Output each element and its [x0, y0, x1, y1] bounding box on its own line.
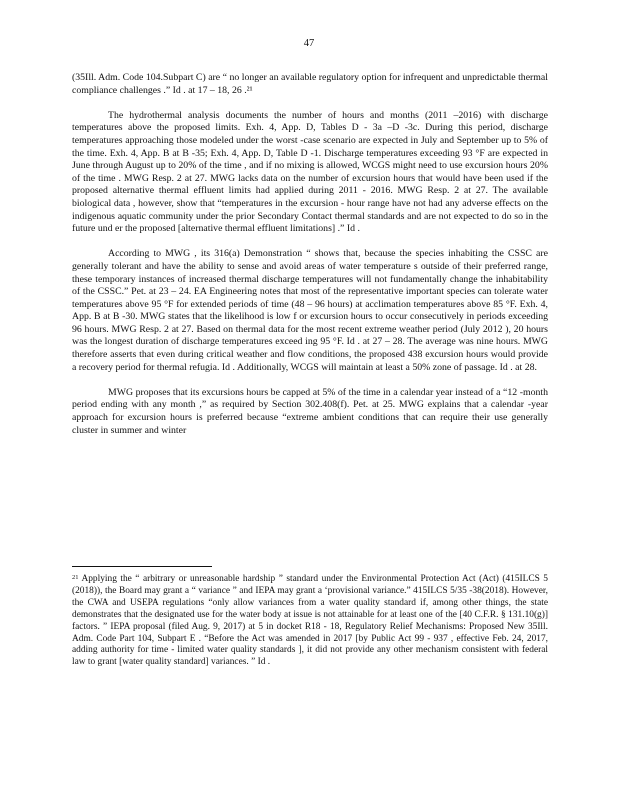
footnote-marker: 21 — [72, 574, 79, 581]
body-text — [72, 72, 548, 450]
paragraph-hydrothermal-analysis: The hydrothermal analysis documents the number of hours and months (2011 –2016) with discharge temperatures above the proposed limits. Exh. 4, App. D, Tables D - 3a –D -3c. During this period, discharge temperatures approaching those modeled under the worst -case scenario are expected in July and September up to 5% of the time. Exh. 4, App. B at B -35; Exh. 4, App. D, Table D -1. Discharge temperatures exceeding 93 °F are expected in June through August up to 20% of the time , and if no mixing is allowed, WCGS might need to use excursion hours 20% of the time . MWG Resp. 2 at 27. MWG lacks data on the number of excursion hours that would have been used if the proposed alternative thermal effluent limits had applied during 2011 - 2016. MWG Resp. 2 at 27. The available biological data , however, show that “temperatures in the excursion - hour range have not had any adverse effects on the indigenous aquatic community under the prior Secondary Contact thermal standards and are not expected to do so in the future und er the proposed [alternative thermal effluent limitations] .” Id . — [72, 109, 548, 235]
footnote — [72, 574, 548, 669]
paragraph-excursion-hours-cap: MWG proposes that its excursions hours be capped at 5% of the time in a calendar year instead of a “12 -month period ending with any month ,” as required by Section 302.408(f). Pet. at 25. MWG explains that a calendar -year approach for excursion hours is preferred because “extreme ambient conditions that can require their use generally cluster in summer and winter — [72, 386, 548, 436]
footnote-divider — [72, 566, 212, 567]
paragraph-316a-demonstration: According to MWG , its 316(a) Demonstration “ shows that, because the species inhabiting the CSSC are generally tolerant and have the ability to sense and avoid areas of water temperature s outside of their preferred range, these temporary instances of increased thermal discharge temperatures will not fundamentally change the inhabitability of the CSSC.” Pet. at 23 – 24. EA Engineering notes that most of the representative important species can tolerate water temperatures above 95 °F for extended periods of time (48 – 96 hours) at acclimation temperatures above 85 °F. Exh. 4, App. B at B -30. MWG states that the likelihood is low f or excursion hours to occur consecutively in periods exceeding 96 hours. MWG Resp. 2 at 27. Based on thermal data for the most recent extreme weather period (July 2012 ), 20 hours was the longest duration of discharge temperatures exceed ing 95 °F. Id . at 27 – 28. The average was nine hours. MWG therefore asserts that even during critical weather and flow conditions, the proposed 438 excursion hours would provide a recovery period for thermal refugia. Id . Additionally, WCGS will maintain at least a 50% zone of passage. Id . at 28. — [72, 248, 548, 373]
page-number: 47 — [303, 38, 315, 49]
paragraph-continuation: (35Ill. Adm. Code 104.Subpart C) are “ no longer an available regulatory option for infrequent and unpredictable thermal compliance challenges .” Id . at 17 – 18, 26 .²¹ — [72, 72, 548, 96]
footnote-text: Applying the “ arbitrary or unreasonable hardship ” standard under the Environmental Protection Act (Act) (415ILCS 5 (2018)), the Board may grant a “ variance ” and IEPA may grant a ‘provisional variance.” 415ILCS 5/35 -38(2018). However, the CWA and USEPA regulations “only allow variances from a water quality standard if, among other things, the state demonstrates that the designated use for the water body at issue is not attainable for at least one of the [40 C.F.R. § 131.10(g)] factors. ” IEPA proposal (filed Aug. 9, 2017) at 5 in docket R18 - 18, Regulatory Relief Mechanisms: Proposed New 35Ill. Adm. Code Part 104, Subpart E . “Before the Act was amended in 2017 [by Public Act 99 - 937 , effective Feb. 24, 2017, adding authority for time - limited water quality standards ], it did not provide any other mechanism consistent with federal law to grant [water quality standard] variances. ” Id . — [72, 574, 548, 668]
